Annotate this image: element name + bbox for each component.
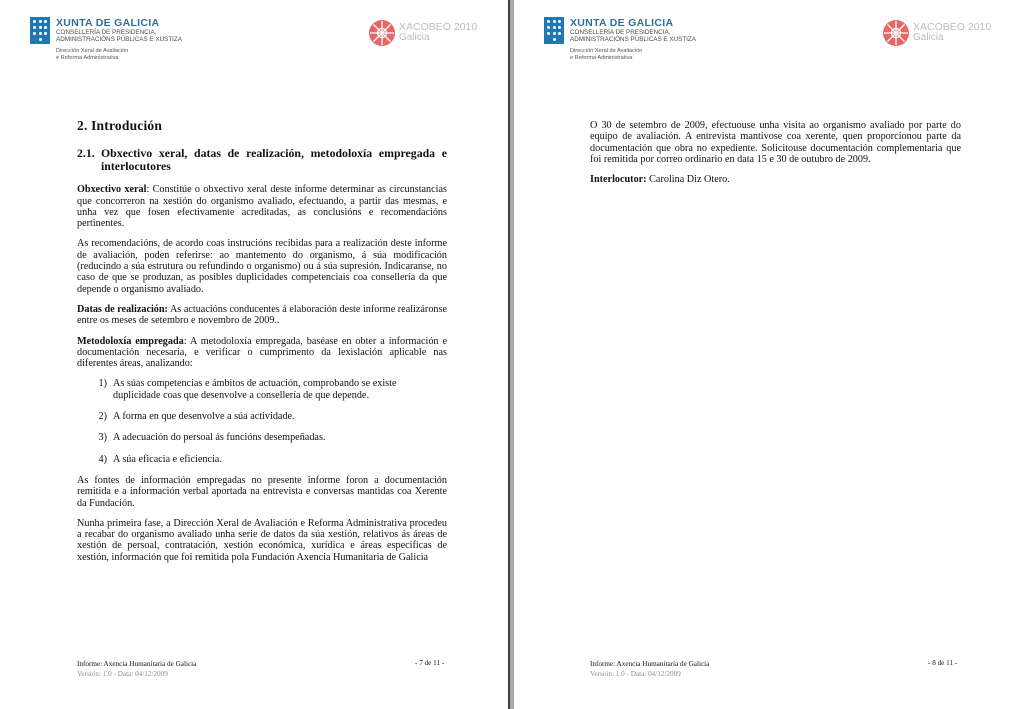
page-8-body [590,120,961,194]
xacobeo-title: XACOBEO 2010 [913,21,992,33]
paragraph-visit: O 30 de setembro de 2009, efectuouse unha visita ao organismo avaliado por parte do equipo de avaliación. A entrevista mantívose coa xerente, quen proporcionou parte da documentación que obra no expediente. Solicitouse documentación complementaria que foi remitida por correo ordinario en data 15 e 30 de outubro de 2009. [590,120,961,165]
page-number: - 7 de 11 - [415,659,445,667]
section-heading: 2. Introdución [77,118,163,133]
xunta-directorate: Dirección Xeral de Avaliación [570,48,643,54]
xunta-department: CONSELLERÍA DE PRESIDENCIA, [56,29,157,36]
xacobeo-subtitle: Galicia [913,32,944,43]
footer-report: Informe: Axencia Humanitaria de Galicia [77,660,197,668]
list-item: 3) A adecuación do persoal ás funcións desempeñadas. [98,432,326,444]
xunta-directorate: Dirección Xeral de Avaliación [56,48,129,54]
xunta-title: XUNTA DE GALICIA [56,17,160,29]
paragraph-dates: Datas de realización: As actuacións conducentes á elaboración deste informe realizáronse entre os meses de setembro e novembro de 2009.. [77,303,447,327]
xacobeo-subtitle: Galicia [399,32,430,43]
list-item: 1) As súas competencias e ámbitos de actuación, comprobando se existe duplicidade coas que desenvolve a consellería de que depende. [98,378,397,401]
footer-report: Informe: Axencia Humanitaria de Galicia [590,660,710,668]
xacobeo-emblem-icon [368,19,396,47]
xacobeo-title: XACOBEO 2010 [399,21,478,33]
xunta-cross-icon [30,17,50,44]
paragraph-first-phase: Nunha primeira fase, a Dirección Xeral de Avaliación e Reforma Administrativa procedeu a recabar do organismo avaliado unha serie de datos da súa xestión, relativos ás áreas de xestión de persoal, contratación, xestión económica, xurídica e áreas específicas de xestión, información que foi remitida pola Fundación Axencia Humanitaria de Galicia [77,517,447,563]
paragraph-recommendations: As recomendacións, de acordo coas instrucións recibidas para a realización deste informe de avaliación, poden referirse: ao mantemento do organismo, á súa modificación (reducindo a súa estrutura ou refundindo o organismo) ou á súa supresión. Indicaranse, no caso de que se produzan, as posibles duplicidades competenciais coa consellería da que depende o organismo avaliado. [77,238,447,295]
label-methodology: Metodoloxía empregada [77,335,184,347]
label-objective: Obxectivo xeral [77,184,147,196]
xunta-department: CONSELLERÍA DE PRESIDENCIA, [570,29,671,36]
page-7-body [77,120,447,572]
analysis-list [77,378,447,464]
list-item: 2) A forma en que desenvolve a súa actividade. [98,411,295,423]
document-page-8 [514,0,1024,709]
xunta-title: XUNTA DE GALICIA [570,17,674,29]
list-item: 4) A súa eficacia e eficiencia. [98,453,222,465]
xunta-directorate-2: e Reforma Administrativa [56,54,119,61]
page-8-footer [590,659,709,679]
subsection-number: 2.1. [77,146,95,161]
paragraph-methodology: Metodoloxía empregada: A metodoloxía empregada, baséase en obter a información e documentación necesaria, e verificar o cumprimento da lexislación aplicable nas diferentes áreas, analizando: [77,335,447,370]
label-interlocutor: Interlocutor: [590,174,647,186]
xunta-department-2: ADMINISTRACIÓNS PÚBLICAS E XUSTIZA [570,36,696,43]
paragraph-interlocutor: Interlocutor: Carolina Diz Otero. [590,174,730,186]
footer-version: Versión: 1.0 - Data: 04/12/2009 [590,670,681,678]
xunta-department-2: ADMINISTRACIÓNS PÚBLICAS E XUSTIZA [56,36,182,43]
footer-version: Versión: 1.0 - Data: 04/12/2009 [77,670,168,678]
xacobeo-emblem-icon [882,19,910,47]
paragraph-objective: Obxectivo xeral: Constitúe o obxectivo xeral deste informe determinar as circunstancias que concorreron na xestión do organismo avaliado, efectuando, a partir das mesmas, e unha vez que fosen efectivamente acreditadas, as conclusións e recomendacións pertinentes. [77,184,447,230]
page-number: - 8 de 11 - [928,659,958,667]
subsection-heading [77,147,447,173]
page-7-footer [77,659,196,679]
label-dates: Datas de realización: [77,303,168,315]
xunta-directorate-2: e Reforma Administrativa [570,54,633,61]
paragraph-sources: As fontes de información empregadas no presente informe foron a documentación remitida e a información verbal aportada na entrevista e conversas mantidas coa Xerente da Fundación. [77,474,447,509]
subsection-title: Obxectivo xeral, datas de realización, metodoloxía empregada e interlocutores [101,146,447,174]
xunta-cross-icon [544,17,564,44]
